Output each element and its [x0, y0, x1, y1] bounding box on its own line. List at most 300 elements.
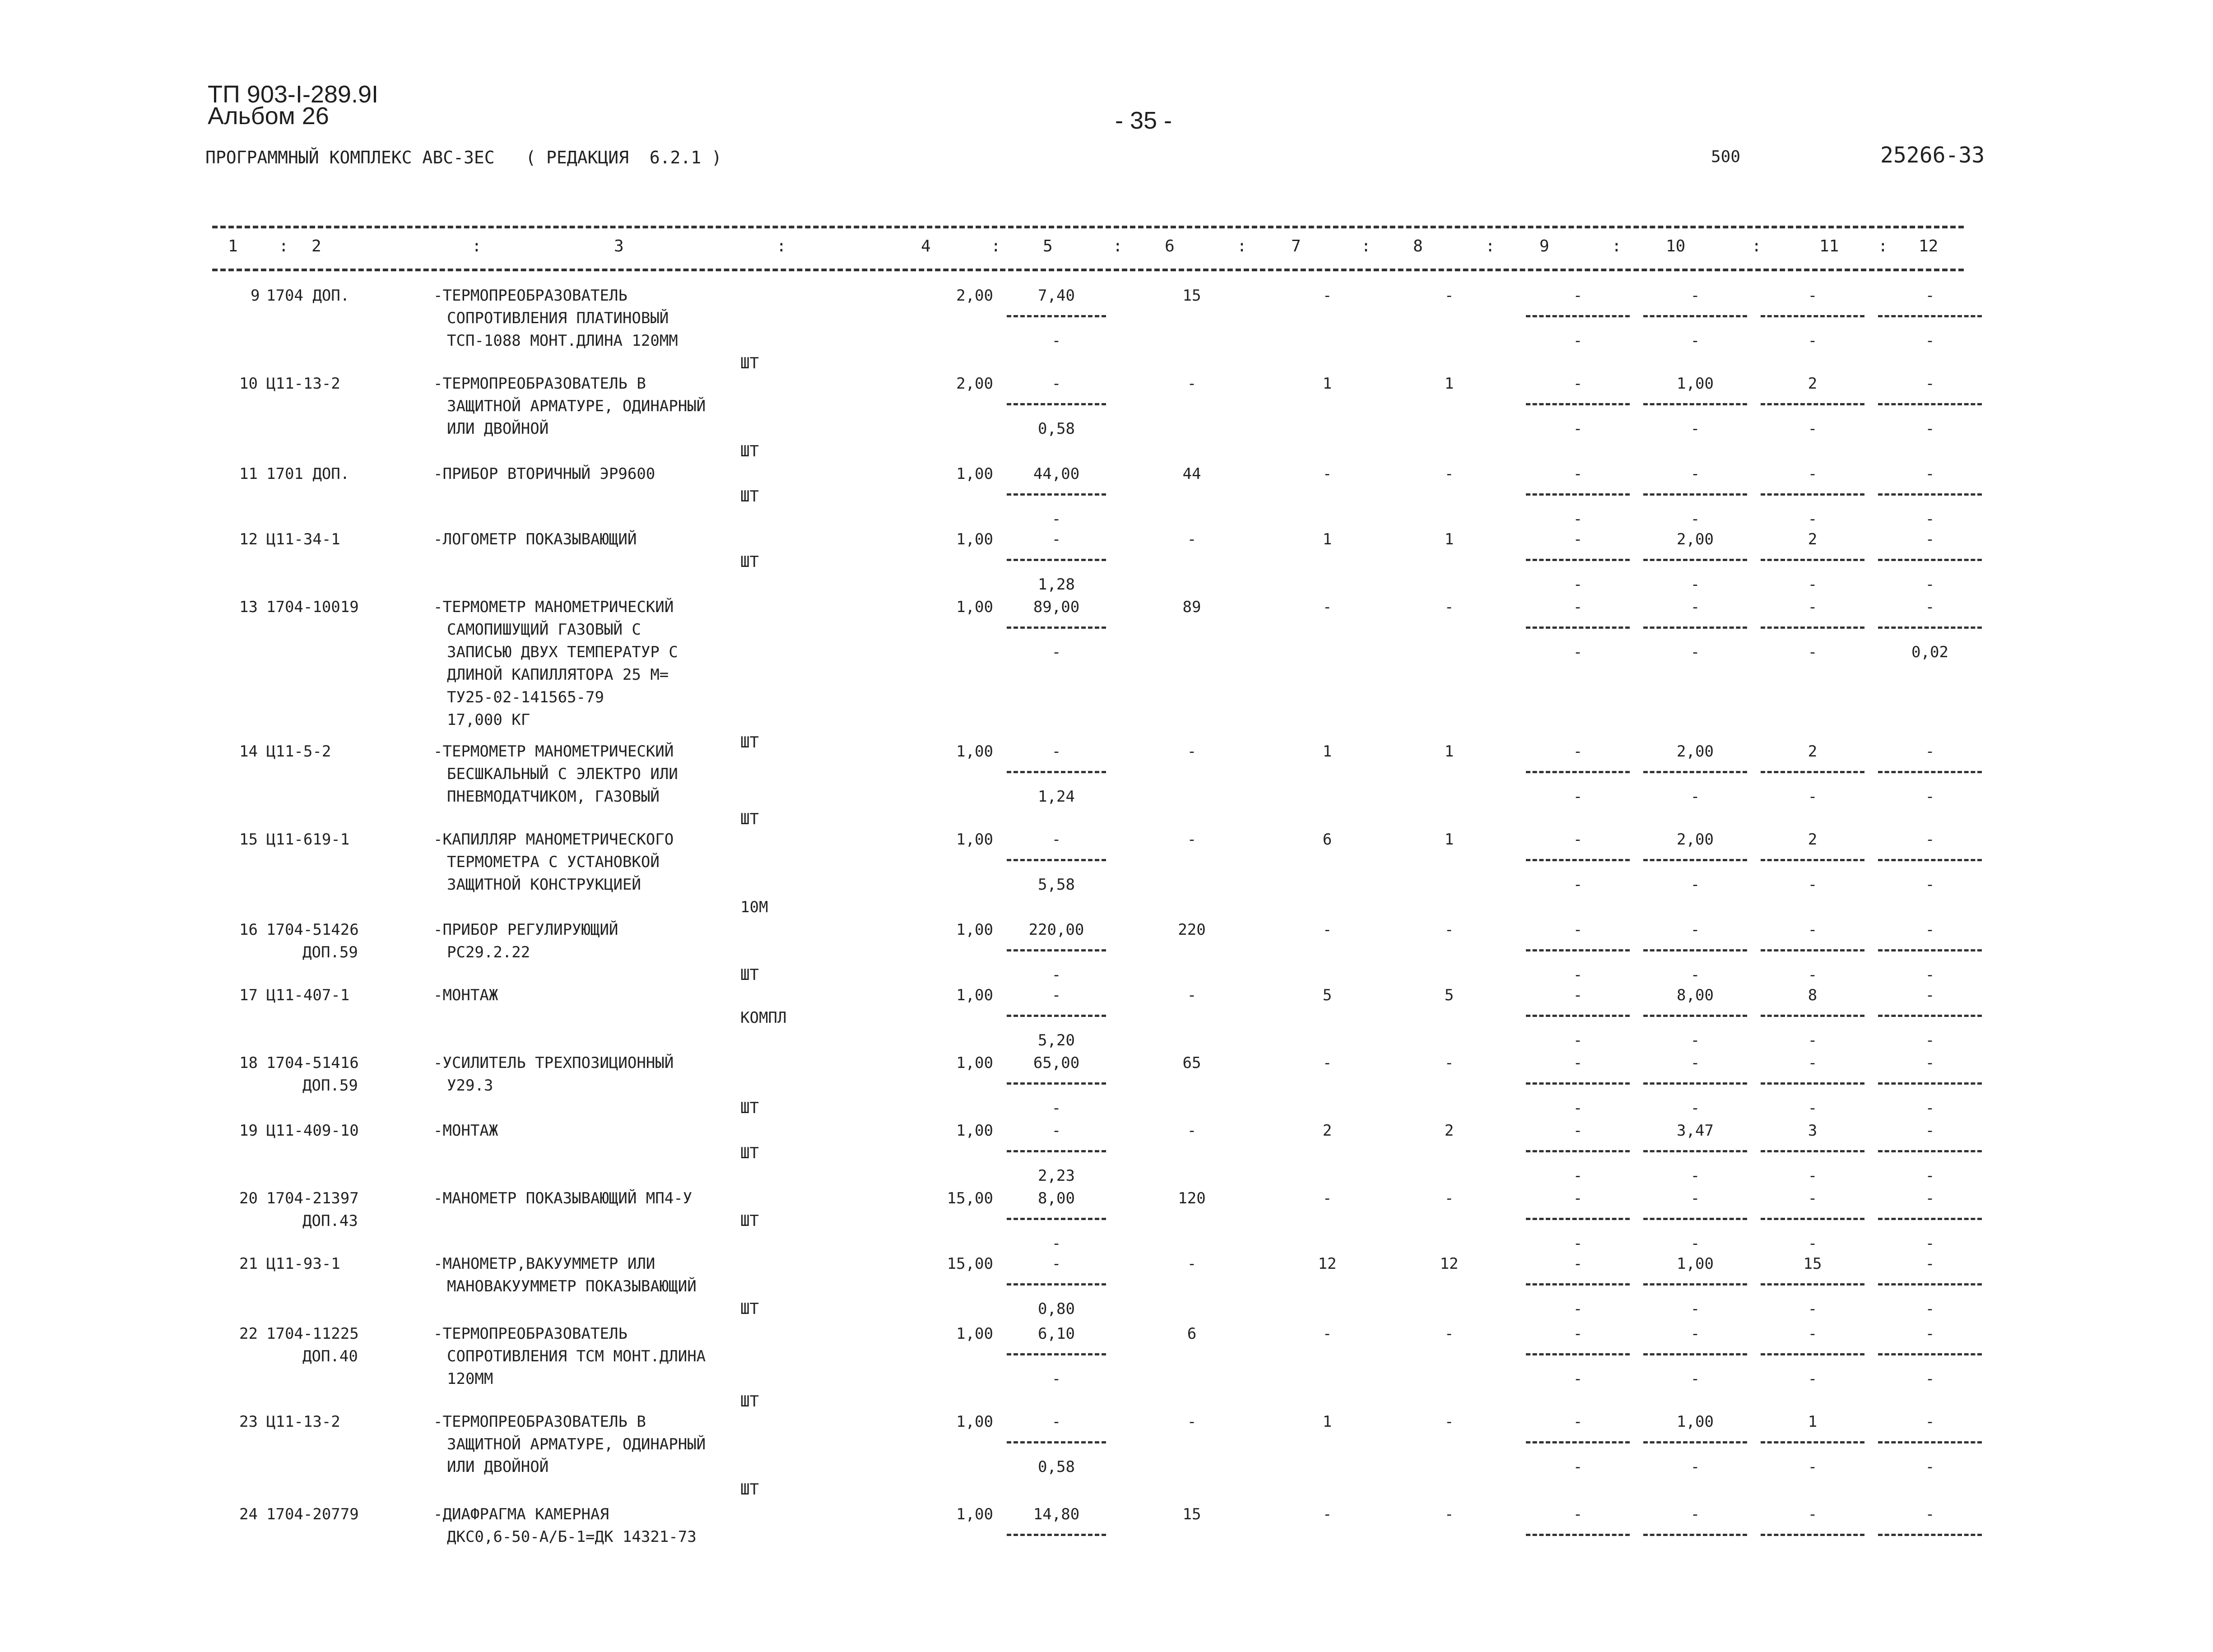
row-number: 12 — [239, 530, 258, 548]
row-col5-bottom: - — [1051, 1234, 1061, 1253]
row-c9-bottom: - — [1573, 575, 1583, 594]
cell-dash-rule — [1643, 859, 1747, 861]
row-c10-top: 3,47 — [1677, 1122, 1714, 1140]
row-c12-top: - — [1925, 530, 1935, 548]
row-code: Ц11-5-2 — [266, 742, 331, 761]
column-header-10: 10 — [1666, 237, 1686, 255]
row-c10-top: 8,00 — [1677, 986, 1714, 1004]
row-quantity: 1,00 — [956, 530, 993, 548]
column-header-9: 9 — [1539, 237, 1549, 255]
column-header-2: 2 — [311, 237, 321, 255]
row-c10-bottom: - — [1690, 510, 1700, 528]
cell-dash-rule — [1878, 859, 1982, 861]
row-quantity: 1,00 — [956, 742, 993, 761]
row-col8: - — [1444, 287, 1454, 305]
row-col8: 12 — [1440, 1255, 1459, 1273]
row-name: -ПРИБОР ВТОРИЧНЫЙ ЭР9600 — [433, 465, 656, 483]
row-quantity: 1,00 — [956, 986, 993, 1004]
row-c11-top: 3 — [1808, 1122, 1818, 1140]
row-col5-top: - — [1051, 831, 1061, 849]
row-c9-top: - — [1573, 287, 1583, 305]
cell-dash-rule — [1007, 493, 1106, 496]
row-col5-bottom: - — [1051, 510, 1061, 528]
row-c10-bottom: - — [1690, 876, 1700, 894]
row-quantity: 1,00 — [956, 1054, 993, 1072]
row-c10-top: - — [1690, 1189, 1700, 1207]
row-name: БЕСШКАЛЬНЫЙ С ЭЛЕКТРО ИЛИ — [447, 765, 678, 783]
row-col5-top: 89,00 — [1033, 598, 1080, 616]
row-c12-top: - — [1925, 1325, 1935, 1343]
row-unit: КОМПЛ — [740, 1009, 787, 1027]
row-code: ДОП.59 — [302, 943, 358, 961]
cell-dash-rule — [1878, 949, 1982, 951]
row-c9-bottom: - — [1573, 1370, 1583, 1388]
row-name: ПНЕВМОДАТЧИКОМ, ГАЗОВЫЙ — [447, 788, 660, 806]
cell-dash-rule — [1761, 1353, 1864, 1355]
row-c9-top: - — [1573, 1122, 1583, 1140]
cell-dash-rule — [1007, 1218, 1106, 1220]
row-quantity: 1,00 — [956, 921, 993, 939]
row-c10-bottom: - — [1690, 966, 1700, 984]
row-c12-top: - — [1925, 742, 1935, 761]
cell-dash-rule — [1761, 1534, 1864, 1536]
row-unit: ШТ — [740, 1099, 759, 1117]
cell-dash-rule — [1643, 1150, 1747, 1152]
row-c12-top: - — [1925, 1054, 1935, 1072]
row-c10-top: 2,00 — [1677, 530, 1714, 548]
row-c10-bottom: - — [1690, 575, 1700, 594]
row-name: -ЛОГОМЕТР ПОКАЗЫВАЮЩИЙ — [433, 530, 637, 548]
row-c12-top: - — [1925, 375, 1935, 393]
column-header-1: 1 — [228, 237, 238, 255]
row-col7: - — [1322, 1325, 1332, 1343]
cell-dash-rule — [1526, 1534, 1630, 1536]
row-c9-bottom: - — [1573, 1167, 1583, 1185]
page-number: - 35 - — [1115, 107, 1172, 134]
row-col7: - — [1322, 1054, 1332, 1072]
row-unit: ШТ — [740, 1212, 759, 1230]
row-col7: - — [1322, 1189, 1332, 1207]
cell-dash-rule — [1643, 1283, 1747, 1285]
row-code: 1704-20779 — [266, 1505, 359, 1523]
cell-dash-rule — [1761, 493, 1864, 496]
cell-dash-rule — [1007, 1150, 1106, 1152]
row-col7: - — [1322, 287, 1332, 305]
column-header-8: 8 — [1413, 237, 1423, 255]
row-col5-bottom: 1,24 — [1038, 788, 1075, 806]
row-col5-top: 65,00 — [1033, 1054, 1080, 1072]
row-col8: - — [1444, 598, 1454, 616]
row-unit: ШТ — [740, 1480, 759, 1499]
cell-dash-rule — [1761, 771, 1864, 773]
row-name: -МАНОМЕТР ПОКАЗЫВАЮЩИЙ МП4-У — [433, 1189, 693, 1207]
row-c10-top: - — [1690, 287, 1700, 305]
row-c10-top: - — [1690, 465, 1700, 483]
row-number: 15 — [239, 831, 258, 849]
cell-dash-rule — [1007, 1283, 1106, 1285]
row-number: 20 — [239, 1189, 258, 1207]
row-c9-top: - — [1573, 465, 1583, 483]
cell-dash-rule — [1878, 1534, 1982, 1536]
column-separator: : — [1612, 237, 1622, 255]
row-quantity: 2,00 — [956, 287, 993, 305]
row-number: 21 — [239, 1255, 258, 1273]
column-header-5: 5 — [1043, 237, 1053, 255]
row-c11-bottom: - — [1808, 1234, 1818, 1253]
row-c12-top: - — [1925, 921, 1935, 939]
row-name: У29.3 — [447, 1077, 493, 1095]
row-col7: 1 — [1322, 742, 1332, 761]
row-c10-bottom: - — [1690, 420, 1700, 438]
row-c9-top: - — [1573, 986, 1583, 1004]
cell-dash-rule — [1761, 315, 1864, 317]
row-c11-top: - — [1808, 1189, 1818, 1207]
cell-dash-rule — [1761, 1218, 1864, 1220]
row-c12-bottom: - — [1925, 1031, 1935, 1049]
row-col6: 15 — [1182, 287, 1201, 305]
cell-dash-rule — [1526, 559, 1630, 561]
row-c10-bottom: - — [1690, 1458, 1700, 1476]
row-col8: 1 — [1444, 742, 1454, 761]
row-c12-bottom: - — [1925, 1370, 1935, 1388]
row-col8: - — [1444, 1325, 1454, 1343]
row-number: 17 — [239, 986, 258, 1004]
cell-dash-rule — [1761, 1015, 1864, 1017]
row-name: СОПРОТИВЛЕНИЯ ТСМ МОНТ.ДЛИНА — [447, 1347, 706, 1365]
album-label: Альбом 26 — [208, 102, 329, 130]
row-quantity: 1,00 — [956, 1505, 993, 1523]
row-name: -КАПИЛЛЯР МАНОМЕТРИЧЕСКОГО — [433, 831, 674, 849]
row-code: ДОП.43 — [302, 1212, 358, 1230]
column-separator: : — [279, 237, 289, 255]
row-unit: 10М — [740, 898, 768, 916]
cell-dash-rule — [1878, 1441, 1982, 1443]
column-header-12: 12 — [1919, 237, 1939, 255]
row-col5-bottom: 2,23 — [1038, 1167, 1075, 1185]
row-col6: 120 — [1178, 1189, 1206, 1207]
row-c11-bottom: - — [1808, 643, 1818, 661]
row-col5-bottom: 0,80 — [1038, 1300, 1075, 1318]
row-col6: - — [1187, 1413, 1197, 1431]
row-code: 1704-51426 — [266, 921, 359, 939]
row-name: СОПРОТИВЛЕНИЯ ПЛАТИНОВЫЙ — [447, 309, 669, 327]
row-name: ИЛИ ДВОЙНОЙ — [447, 1458, 549, 1476]
row-col5-bottom: 0,58 — [1038, 420, 1075, 438]
cell-dash-rule — [1007, 1534, 1106, 1536]
row-c12-bottom: - — [1925, 1300, 1935, 1318]
cell-dash-rule — [1761, 1441, 1864, 1443]
row-name: -ТЕРМОПРЕОБРАЗОВАТЕЛЬ — [433, 1325, 628, 1343]
row-c9-top: - — [1573, 375, 1583, 393]
cell-dash-rule — [1526, 315, 1630, 317]
row-c11-bottom: - — [1808, 575, 1818, 594]
cell-dash-rule — [1526, 771, 1630, 773]
row-code: Ц11-619-1 — [266, 831, 350, 849]
cell-dash-rule — [1526, 626, 1630, 629]
cell-dash-rule — [1643, 1353, 1747, 1355]
row-code: ДОП.59 — [302, 1077, 358, 1095]
row-c11-bottom: - — [1808, 420, 1818, 438]
cell-dash-rule — [1878, 1082, 1982, 1085]
cell-dash-rule — [1761, 1283, 1864, 1285]
row-col5-top: 6,10 — [1038, 1325, 1075, 1343]
row-number: 11 — [239, 465, 258, 483]
row-col5-top: 44,00 — [1033, 465, 1080, 483]
cell-dash-rule — [1761, 559, 1864, 561]
row-col5-top: - — [1051, 530, 1061, 548]
row-col6: - — [1187, 375, 1197, 393]
row-name: -УСИЛИТЕЛЬ ТРЕХПОЗИЦИОННЫЙ — [433, 1054, 674, 1072]
row-col6: - — [1187, 1255, 1197, 1273]
row-c12-top: - — [1925, 1413, 1935, 1431]
row-quantity: 1,00 — [956, 598, 993, 616]
row-c10-top: - — [1690, 1054, 1700, 1072]
row-c9-top: - — [1573, 921, 1583, 939]
row-quantity: 1,00 — [956, 1325, 993, 1343]
row-c11-top: - — [1808, 465, 1818, 483]
cell-dash-rule — [1878, 559, 1982, 561]
row-c11-top: 2 — [1808, 742, 1818, 761]
row-col7: 2 — [1322, 1122, 1332, 1140]
row-unit: ШТ — [740, 966, 759, 984]
row-name: -ДИАФРАГМА КАМЕРНАЯ — [433, 1505, 609, 1523]
row-code: Ц11-34-1 — [266, 530, 340, 548]
row-name: РС29.2.22 — [447, 943, 530, 961]
row-number: 18 — [239, 1054, 258, 1072]
row-c11-bottom: - — [1808, 1167, 1818, 1185]
row-c11-bottom: - — [1808, 788, 1818, 806]
row-c12-top: - — [1925, 598, 1935, 616]
table-top-rule — [212, 226, 1964, 228]
row-col6: 44 — [1182, 465, 1201, 483]
row-quantity: 15,00 — [947, 1189, 993, 1207]
row-col6: - — [1187, 831, 1197, 849]
cell-dash-rule — [1526, 1082, 1630, 1085]
cell-dash-rule — [1007, 1082, 1106, 1085]
row-col5-top: - — [1051, 1413, 1061, 1431]
row-c12-bottom: - — [1925, 1234, 1935, 1253]
row-c12-top: - — [1925, 1189, 1935, 1207]
row-code: 1704-11225 — [266, 1325, 359, 1343]
row-name: САМОПИШУЩИЙ ГАЗОВЫЙ С — [447, 621, 641, 639]
cell-dash-rule — [1007, 771, 1106, 773]
cell-dash-rule — [1643, 1218, 1747, 1220]
row-col7: 5 — [1322, 986, 1332, 1004]
row-name: ДКС0,6-50-А/Б-1=ДК 14321-73 — [447, 1528, 697, 1546]
column-separator: : — [1485, 237, 1495, 255]
cell-dash-rule — [1878, 1150, 1982, 1152]
row-col7: 1 — [1322, 375, 1332, 393]
row-col7: - — [1322, 1505, 1332, 1523]
row-number: 22 — [239, 1325, 258, 1343]
row-c11-top: 1 — [1808, 1413, 1818, 1431]
cell-dash-rule — [1526, 859, 1630, 861]
row-c10-top: - — [1690, 921, 1700, 939]
row-number: 13 — [239, 598, 258, 616]
row-name: ТУ25-02-141565-79 — [447, 688, 604, 706]
row-col8: - — [1444, 921, 1454, 939]
row-col8: 2 — [1444, 1122, 1454, 1140]
row-name: -МОНТАЖ — [433, 1122, 498, 1140]
row-c9-bottom: - — [1573, 510, 1583, 528]
column-header-11: 11 — [1819, 237, 1839, 255]
cell-dash-rule — [1761, 1082, 1864, 1085]
cell-dash-rule — [1878, 1218, 1982, 1220]
column-separator: : — [472, 237, 482, 255]
row-c10-bottom: - — [1690, 1370, 1700, 1388]
column-separator: : — [991, 237, 1001, 255]
row-col7: - — [1322, 465, 1332, 483]
row-unit: ШТ — [740, 487, 759, 506]
row-col5-top: 8,00 — [1038, 1189, 1075, 1207]
row-name: ЗАЩИТНОЙ АРМАТУРЕ, ОДИНАРНЫЙ — [447, 1435, 706, 1453]
row-name: ЗАЩИТНОЙ КОНСТРУКЦИЕЙ — [447, 876, 641, 894]
row-name: ЗАЩИТНОЙ АРМАТУРЕ, ОДИНАРНЫЙ — [447, 397, 706, 415]
cell-dash-rule — [1761, 859, 1864, 861]
row-c11-bottom: - — [1808, 1458, 1818, 1476]
cell-dash-rule — [1761, 1150, 1864, 1152]
row-col5-bottom: 0,58 — [1038, 1458, 1075, 1476]
row-c10-top: 2,00 — [1677, 831, 1714, 849]
row-col6: - — [1187, 1122, 1197, 1140]
row-c11-bottom: - — [1808, 510, 1818, 528]
cell-dash-rule — [1643, 1082, 1747, 1085]
row-c12-bottom: - — [1925, 788, 1935, 806]
cell-dash-rule — [1007, 626, 1106, 629]
row-c9-top: - — [1573, 831, 1583, 849]
row-c12-bottom: - — [1925, 1458, 1935, 1476]
row-c12-bottom: - — [1925, 510, 1935, 528]
row-c10-bottom: - — [1690, 788, 1700, 806]
row-number: 19 — [239, 1122, 258, 1140]
row-col5-top: - — [1051, 375, 1061, 393]
row-unit: ШТ — [740, 354, 759, 372]
row-col5-bottom: - — [1051, 643, 1061, 661]
row-col5-bottom: 1,28 — [1038, 575, 1075, 594]
row-c10-bottom: - — [1690, 1167, 1700, 1185]
row-name: -ТЕРМОПРЕОБРАЗОВАТЕЛЬ В — [433, 1413, 646, 1431]
row-c11-top: 2 — [1808, 530, 1818, 548]
row-name: ЗАПИСЬЮ ДВУХ ТЕМПЕРАТУР С — [447, 643, 678, 661]
row-col8: 1 — [1444, 530, 1454, 548]
cell-dash-rule — [1526, 493, 1630, 496]
row-unit: ШТ — [740, 733, 759, 752]
row-c10-bottom: - — [1690, 1031, 1700, 1049]
row-name: ИЛИ ДВОЙНОЙ — [447, 420, 549, 438]
row-c11-top: 15 — [1803, 1255, 1822, 1273]
row-name: -ТЕРМОПРЕОБРАЗОВАТЕЛЬ — [433, 287, 628, 305]
row-c9-top: - — [1573, 1413, 1583, 1431]
cell-dash-rule — [1878, 493, 1982, 496]
row-c12-top: - — [1925, 465, 1935, 483]
row-name: 120ММ — [447, 1370, 493, 1388]
cell-dash-rule — [1526, 1283, 1630, 1285]
cell-dash-rule — [1526, 1218, 1630, 1220]
row-c9-bottom: - — [1573, 643, 1583, 661]
row-code: Ц11-93-1 — [266, 1255, 340, 1273]
row-c9-bottom: - — [1573, 876, 1583, 894]
row-quantity: 1,00 — [956, 831, 993, 849]
row-c10-top: 1,00 — [1677, 375, 1714, 393]
row-name: -МОНТАЖ — [433, 986, 498, 1004]
row-quantity: 1,00 — [956, 1413, 993, 1431]
program-line: ПРОГРАММНЫЙ КОМПЛЕКС АВС-3ЕС ( РЕДАКЦИЯ 6.2.1 ) — [205, 148, 722, 167]
row-name: -ТЕРМОМЕТР МАНОМЕТРИЧЕСКИЙ — [433, 598, 674, 616]
row-code: Ц11-13-2 — [266, 375, 340, 393]
cell-dash-rule — [1526, 1441, 1630, 1443]
row-c10-top: 2,00 — [1677, 742, 1714, 761]
doc-code: ТП 903-I-289.9I — [208, 81, 378, 108]
row-quantity: 2,00 — [956, 375, 993, 393]
row-unit: ШТ — [740, 1392, 759, 1411]
row-c12-bottom: - — [1925, 332, 1935, 350]
row-c11-top: 2 — [1808, 375, 1818, 393]
row-number: 24 — [239, 1505, 258, 1523]
row-code: 1704-21397 — [266, 1189, 359, 1207]
row-c9-bottom: - — [1573, 788, 1583, 806]
row-col6: 220 — [1178, 921, 1206, 939]
row-col5-bottom: - — [1051, 332, 1061, 350]
column-separator: : — [1752, 237, 1762, 255]
row-col7: - — [1322, 921, 1332, 939]
row-col5-top: 14,80 — [1033, 1505, 1080, 1523]
row-name: ДЛИНОЙ КАПИЛЛЯТОРА 25 М= — [447, 666, 669, 684]
cell-dash-rule — [1878, 1353, 1982, 1355]
cell-dash-rule — [1643, 559, 1747, 561]
cell-dash-rule — [1643, 1441, 1747, 1443]
column-separator: : — [1361, 237, 1371, 255]
row-c12-top: - — [1925, 831, 1935, 849]
row-col5-top: 220,00 — [1028, 921, 1084, 939]
row-c9-bottom: - — [1573, 1458, 1583, 1476]
row-c11-top: 8 — [1808, 986, 1818, 1004]
row-c10-bottom: - — [1690, 1234, 1700, 1253]
cell-dash-rule — [1526, 1353, 1630, 1355]
row-c12-top: - — [1925, 1505, 1935, 1523]
cell-dash-rule — [1526, 1015, 1630, 1017]
cell-dash-rule — [1526, 403, 1630, 405]
row-code: 1704-10019 — [266, 598, 359, 616]
cell-dash-rule — [1761, 626, 1864, 629]
row-code: 1704 ДОП. — [266, 287, 350, 305]
row-col8: - — [1444, 1054, 1454, 1072]
row-c9-top: - — [1573, 742, 1583, 761]
cell-dash-rule — [1878, 771, 1982, 773]
row-name: МАНОВАКУУММЕТР ПОКАЗЫВАЮЩИЙ — [447, 1277, 697, 1295]
row-col7: 1 — [1322, 530, 1332, 548]
row-col5-bottom: - — [1051, 1370, 1061, 1388]
row-c9-top: - — [1573, 530, 1583, 548]
row-col5-top: - — [1051, 986, 1061, 1004]
cell-dash-rule — [1643, 493, 1747, 496]
row-number: 23 — [239, 1413, 258, 1431]
row-col8: - — [1444, 1505, 1454, 1523]
cell-dash-rule — [1878, 403, 1982, 405]
code-mid: 500 — [1711, 148, 1741, 166]
row-c11-bottom: - — [1808, 332, 1818, 350]
row-col8: - — [1444, 465, 1454, 483]
row-c10-top: - — [1690, 1325, 1700, 1343]
row-code: ДОП.40 — [302, 1347, 358, 1365]
cell-dash-rule — [1007, 403, 1106, 405]
row-c12-top: - — [1925, 1122, 1935, 1140]
cell-dash-rule — [1007, 1015, 1106, 1017]
row-c9-top: - — [1573, 1189, 1583, 1207]
row-c9-bottom: - — [1573, 1234, 1583, 1253]
row-number: 9 — [251, 287, 260, 305]
row-c12-bottom: - — [1925, 420, 1935, 438]
row-c10-top: - — [1690, 598, 1700, 616]
